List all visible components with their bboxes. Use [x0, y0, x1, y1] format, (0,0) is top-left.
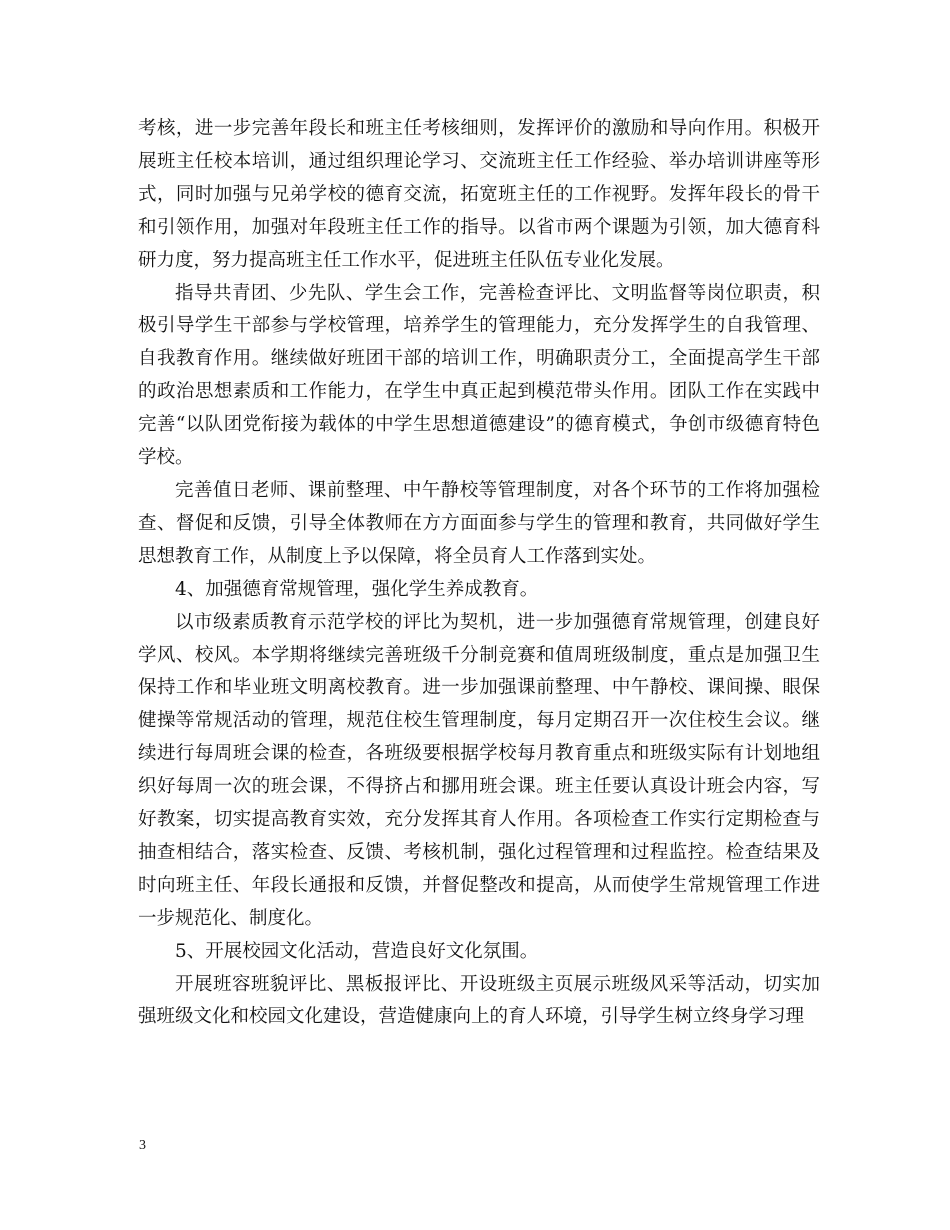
paragraph: 开展班容班貌评比、黑板报评比、开设班级主页展示班级风采等活动，切实加强班级文化和校园文化建设，营造健康向上的育人环境，引导学生树立终身学习理: [138, 973, 820, 1028]
document-body: [138, 113, 820, 1034]
paragraph: 完善值日老师、课前整理、中午静校等管理制度，对各个环节的工作将加强检查、督促和反馈，引导全体教师在方方面面参与学生的管理和教育，共同做好学生思想教育工作，从制度上予以保障，将全员育人工作落到实处。: [138, 479, 820, 567]
section-heading: 5、开展校园文化活动，营造良好文化氛围。: [175, 940, 539, 962]
paragraph: 以市级素质教育示范学校的评比为契机，进一步加强德育常规管理，创建良好学风、校风。本学期将继续完善班级千分制竞赛和值周班级制度，重点是加强卫生保持工作和毕业班文明离校教育。进一步加强课前整理、中午静校、课间操、眼保健操等常规活动的管理，规范住校生管理制度，每月定期召开一次住校生会议。继续进行每周班会课的检查，各班级要根据学校每月教育重点和班级实际有计划地组织好每周一次的班会课，不得挤占和挪用班会课。班主任要认真设计班会内容，写好教案，切实提高教育实效，充分发挥其育人作用。各项检查工作实行定期检查与抽查相结合，落实检查、反馈、考核机制，强化过程管理和过程监控。检查结果及时向班主任、年段长通报和反馈，并督促整改和提高，从而使学生常规管理工作进一步规范化、制度化。: [138, 611, 820, 929]
page-number: 3: [139, 1138, 146, 1153]
paragraph: 指导共青团、少先队、学生会工作，完善检查评比、文明监督等岗位职责，积极引导学生干部参与学校管理，培养学生的管理能力，充分发挥学生的自我管理、自我教育作用。继续做好班团干部的培训工作，明确职责分工，全面提高学生干部的政治思想素质和工作能力，在学生中真正起到模范带头作用。团队工作在实践中完善“以队团党衔接为载体的中学生思想道德建设”的德育模式，争创市级德育特色学校。: [138, 282, 820, 469]
paragraph-continued: 考核，进一步完善年段长和班主任考核细则，发挥评价的激励和导向作用。积极开展班主任校本培训，通过组织理论学习、交流班主任工作经验、举办培训讲座等形式，同时加强与兄弟学校的德育交流，拓宽班主任的工作视野。发挥年段长的骨干和引领作用，加强对年段班主任工作的指导。以省市两个课题为引领，加大德育科研力度，努力提高班主任工作水平，促进班主任队伍专业化发展。: [138, 118, 820, 271]
section-heading: 4、加强德育常规管理，强化学生养成教育。: [175, 578, 539, 600]
